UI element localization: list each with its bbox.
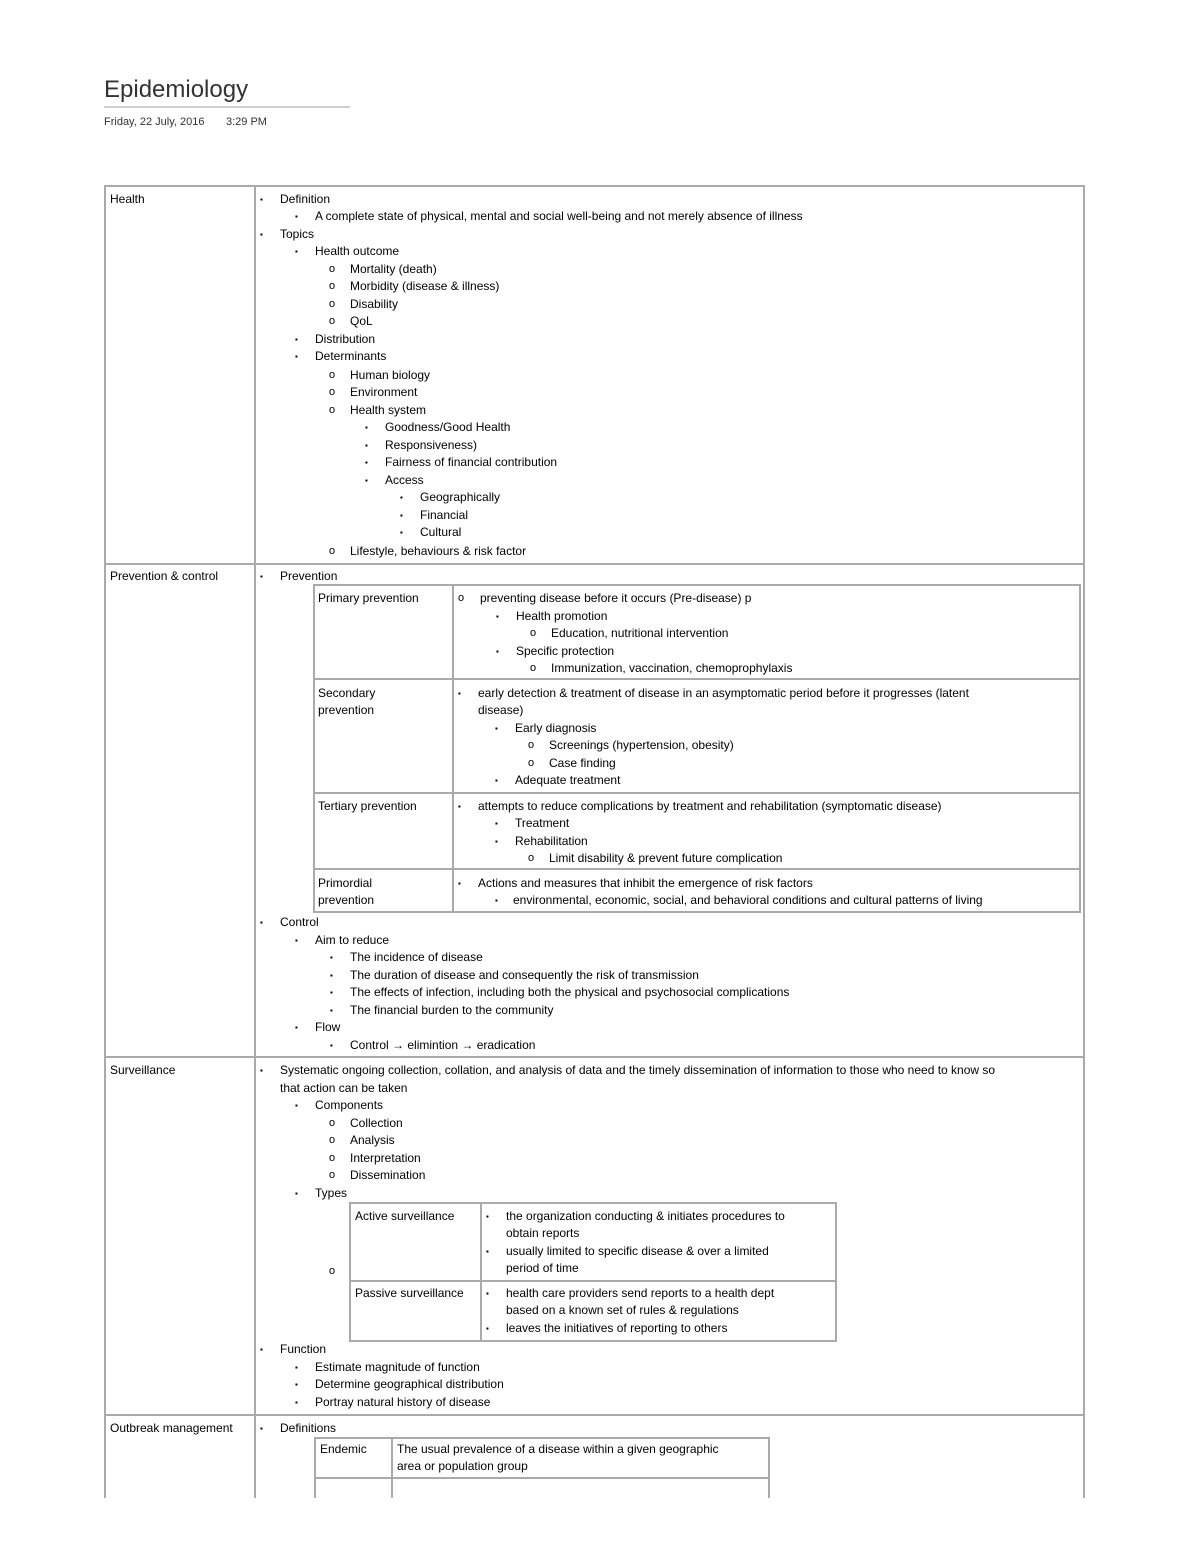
list-item: Human biology <box>350 368 431 382</box>
square-bullet-icon: ▪ <box>330 988 333 997</box>
secondary-prevention-label: prevention <box>318 703 375 717</box>
square-bullet-icon: ▪ <box>486 1289 489 1298</box>
list-item: Lifestyle, behaviours & risk factor <box>350 544 527 558</box>
circle-bullet-icon: o <box>329 369 336 381</box>
function-heading: Function <box>280 1342 327 1356</box>
list-item: Goodness/Good Health <box>385 420 511 434</box>
category-outbreak-management: Outbreak management <box>110 1421 233 1435</box>
category-prevention-control: Prevention & control <box>110 569 219 583</box>
flow-text: Control → elimintion → eradication <box>350 1038 536 1052</box>
list-item: Types <box>315 1186 348 1200</box>
square-bullet-icon: ▪ <box>365 441 368 450</box>
list-item: Access <box>385 473 424 487</box>
circle-bullet-icon: o <box>329 404 336 416</box>
circle-bullet-icon: o <box>329 280 336 292</box>
primordial-prevention-desc: Actions and measures that inhibit the emergence of risk factors <box>478 876 813 890</box>
square-bullet-icon: ▪ <box>486 1212 489 1221</box>
circle-bullet-icon: o <box>528 739 535 751</box>
square-bullet-icon: ▪ <box>496 612 499 621</box>
circle-bullet-icon: o <box>528 852 535 864</box>
table-column-divider <box>480 1202 482 1342</box>
square-bullet-icon: ▪ <box>260 230 263 239</box>
square-bullet-icon: ▪ <box>295 352 298 361</box>
square-bullet-icon: ▪ <box>486 1324 489 1333</box>
square-bullet-icon: ▪ <box>295 936 298 945</box>
list-item: Aim to reduce <box>315 933 390 947</box>
active-surveillance-desc: the organization conducting & initiates procedures to <box>506 1209 785 1223</box>
circle-bullet-icon: o <box>329 298 336 310</box>
list-item: Cultural <box>420 525 462 539</box>
circle-bullet-icon: o <box>329 1134 336 1146</box>
circle-bullet-icon: o <box>329 545 336 557</box>
square-bullet-icon: ▪ <box>495 896 498 905</box>
row-divider <box>106 563 1083 565</box>
health-topics: Topics <box>280 227 315 241</box>
endemic-term: Endemic <box>320 1442 367 1456</box>
square-bullet-icon: ▪ <box>495 776 498 785</box>
table-column-divider <box>452 584 454 913</box>
page-date: Friday, 22 July, 2016 <box>104 116 205 128</box>
active-surveillance-desc: obtain reports <box>506 1226 580 1240</box>
row-divider <box>106 1414 1083 1416</box>
square-bullet-icon: ▪ <box>260 195 263 204</box>
list-item: Morbidity (disease & illness) <box>350 279 500 293</box>
table-column-divider <box>391 1437 393 1498</box>
page-title: Epidemiology <box>104 76 249 103</box>
list-item: Screenings (hypertension, obesity) <box>549 738 734 752</box>
circle-bullet-icon: o <box>329 1117 336 1129</box>
list-item: The duration of disease and consequently the risk of transmission <box>350 968 699 982</box>
category-health: Health <box>110 192 145 206</box>
passive-surveillance-desc: based on a known set of rules & regulations <box>506 1303 739 1317</box>
square-bullet-icon: ▪ <box>495 724 498 733</box>
health-outcome: Health outcome <box>315 244 400 258</box>
square-bullet-icon: ▪ <box>458 879 461 888</box>
active-surveillance-label: Active surveillance <box>355 1209 455 1223</box>
square-bullet-icon: ▪ <box>295 335 298 344</box>
passive-surveillance-desc: leaves the initiatives of reporting to others <box>506 1321 728 1335</box>
square-bullet-icon: ▪ <box>260 572 263 581</box>
square-bullet-icon: ▪ <box>295 1363 298 1372</box>
square-bullet-icon: ▪ <box>330 971 333 980</box>
secondary-prevention-desc: disease) <box>478 703 524 717</box>
table-row-divider <box>349 1280 837 1282</box>
list-item: Rehabilitation <box>515 834 588 848</box>
list-item: Financial <box>420 508 469 522</box>
endemic-definition: The usual prevalence of a disease within a given geographic <box>397 1442 719 1456</box>
square-bullet-icon: ▪ <box>458 689 461 698</box>
list-item: Treatment <box>515 816 570 830</box>
active-surveillance-desc: period of time <box>506 1261 579 1275</box>
list-item: Adequate treatment <box>515 773 621 787</box>
square-bullet-icon: ▪ <box>260 1424 263 1433</box>
list-item: Disability <box>350 297 399 311</box>
square-bullet-icon: ▪ <box>295 1023 298 1032</box>
circle-bullet-icon: o <box>329 386 336 398</box>
list-item: Specific protection <box>516 644 615 658</box>
square-bullet-icon: ▪ <box>496 647 499 656</box>
square-bullet-icon: ▪ <box>330 1041 333 1050</box>
square-bullet-icon: ▪ <box>400 528 403 537</box>
list-item: Collection <box>350 1116 403 1130</box>
list-item: Geographically <box>420 490 501 504</box>
circle-bullet-icon: o <box>329 1265 336 1277</box>
list-item: Early diagnosis <box>515 721 597 735</box>
square-bullet-icon: ▪ <box>295 1189 298 1198</box>
primary-prevention-desc: preventing disease before it occurs (Pre-disease) p <box>480 591 752 605</box>
table-row-divider <box>313 792 1081 794</box>
list-item: Portray natural history of disease <box>315 1395 491 1409</box>
square-bullet-icon: ▪ <box>295 1101 298 1110</box>
title-underline <box>104 106 350 108</box>
list-item: Components <box>315 1098 384 1112</box>
control-heading: Control <box>280 915 319 929</box>
health-definition: Definition <box>280 192 331 206</box>
square-bullet-icon: ▪ <box>365 476 368 485</box>
secondary-prevention-desc: early detection & treatment of disease in an asymptomatic period before it progresses (latent <box>478 686 969 700</box>
notes-table <box>104 185 1085 1498</box>
passive-surveillance-desc: health care providers send reports to a health dept <box>506 1286 775 1300</box>
list-item: Fairness of financial contribution <box>385 455 558 469</box>
table-row-divider <box>314 1477 770 1479</box>
square-bullet-icon: ▪ <box>365 458 368 467</box>
list-item: Limit disability & prevent future complication <box>549 851 783 865</box>
primordial-prevention-label: Primordial <box>318 876 373 890</box>
square-bullet-icon: ▪ <box>295 212 298 221</box>
health-distribution: Distribution <box>315 332 376 346</box>
list-item: environmental, economic, social, and behavioral conditions and cultural patterns of living <box>513 893 983 907</box>
list-item: Dissemination <box>350 1168 426 1182</box>
square-bullet-icon: ▪ <box>458 802 461 811</box>
definitions-heading: Definitions <box>280 1421 337 1435</box>
prevention-heading: Prevention <box>280 569 338 583</box>
column-divider <box>254 187 256 1498</box>
square-bullet-icon: ▪ <box>295 247 298 256</box>
square-bullet-icon: ▪ <box>495 837 498 846</box>
square-bullet-icon: ▪ <box>330 1006 333 1015</box>
surveillance-desc: that action can be taken <box>280 1081 408 1095</box>
square-bullet-icon: ▪ <box>400 511 403 520</box>
square-bullet-icon: ▪ <box>486 1247 489 1256</box>
square-bullet-icon: ▪ <box>260 1066 263 1075</box>
list-item: Immunization, vaccination, chemoprophylaxis <box>551 661 793 675</box>
list-item: Interpretation <box>350 1151 421 1165</box>
health-definition-text: A complete state of physical, mental and social well-being and not merely absence of illness <box>315 209 803 223</box>
secondary-prevention-label: Secondary <box>318 686 376 700</box>
list-item: Analysis <box>350 1133 395 1147</box>
square-bullet-icon: ▪ <box>495 819 498 828</box>
circle-bullet-icon: o <box>530 627 537 639</box>
list-item: Responsiveness) <box>385 438 478 452</box>
active-surveillance-desc: usually limited to specific disease & over a limited <box>506 1244 769 1258</box>
square-bullet-icon: ▪ <box>295 1380 298 1389</box>
circle-bullet-icon: o <box>329 1152 336 1164</box>
square-bullet-icon: ▪ <box>365 423 368 432</box>
square-bullet-icon: ▪ <box>330 953 333 962</box>
list-item: Mortality (death) <box>350 262 437 276</box>
list-item: Health promotion <box>516 609 608 623</box>
list-item: Flow <box>315 1020 341 1034</box>
health-determinants: Determinants <box>315 349 387 363</box>
primary-prevention-label: Primary prevention <box>318 591 419 605</box>
circle-bullet-icon: o <box>458 592 465 604</box>
primordial-prevention-label: prevention <box>318 893 375 907</box>
list-item: The effects of infection, including both the physical and psychosocial complications <box>350 985 790 999</box>
passive-surveillance-label: Passive surveillance <box>355 1286 464 1300</box>
circle-bullet-icon: o <box>530 662 537 674</box>
list-item: QoL <box>350 314 373 328</box>
tertiary-prevention-label: Tertiary prevention <box>318 799 417 813</box>
table-row-divider <box>313 868 1081 870</box>
list-item: Education, nutritional intervention <box>551 626 729 640</box>
list-item: Determine geographical distribution <box>315 1377 504 1391</box>
list-item: The financial burden to the community <box>350 1003 554 1017</box>
list-item: Case finding <box>549 756 616 770</box>
circle-bullet-icon: o <box>329 263 336 275</box>
surveillance-desc: Systematic ongoing collection, collation, and analysis of data and the timely dissemination of information to those who need to know so <box>280 1063 996 1077</box>
square-bullet-icon: ▪ <box>295 1398 298 1407</box>
category-surveillance: Surveillance <box>110 1063 176 1077</box>
page-time: 3:29 PM <box>226 116 267 128</box>
table-row-divider <box>313 678 1081 680</box>
endemic-definition: area or population group <box>397 1459 528 1473</box>
square-bullet-icon: ▪ <box>400 493 403 502</box>
list-item: The incidence of disease <box>350 950 483 964</box>
row-divider <box>106 1056 1083 1058</box>
circle-bullet-icon: o <box>528 757 535 769</box>
square-bullet-icon: ▪ <box>260 918 263 927</box>
circle-bullet-icon: o <box>329 315 336 327</box>
list-item: Environment <box>350 385 418 399</box>
list-item: Health system <box>350 403 427 417</box>
square-bullet-icon: ▪ <box>260 1345 263 1354</box>
list-item: Estimate magnitude of function <box>315 1360 480 1374</box>
tertiary-prevention-desc: attempts to reduce complications by treatment and rehabilitation (symptomatic disease) <box>478 799 942 813</box>
circle-bullet-icon: o <box>329 1169 336 1181</box>
